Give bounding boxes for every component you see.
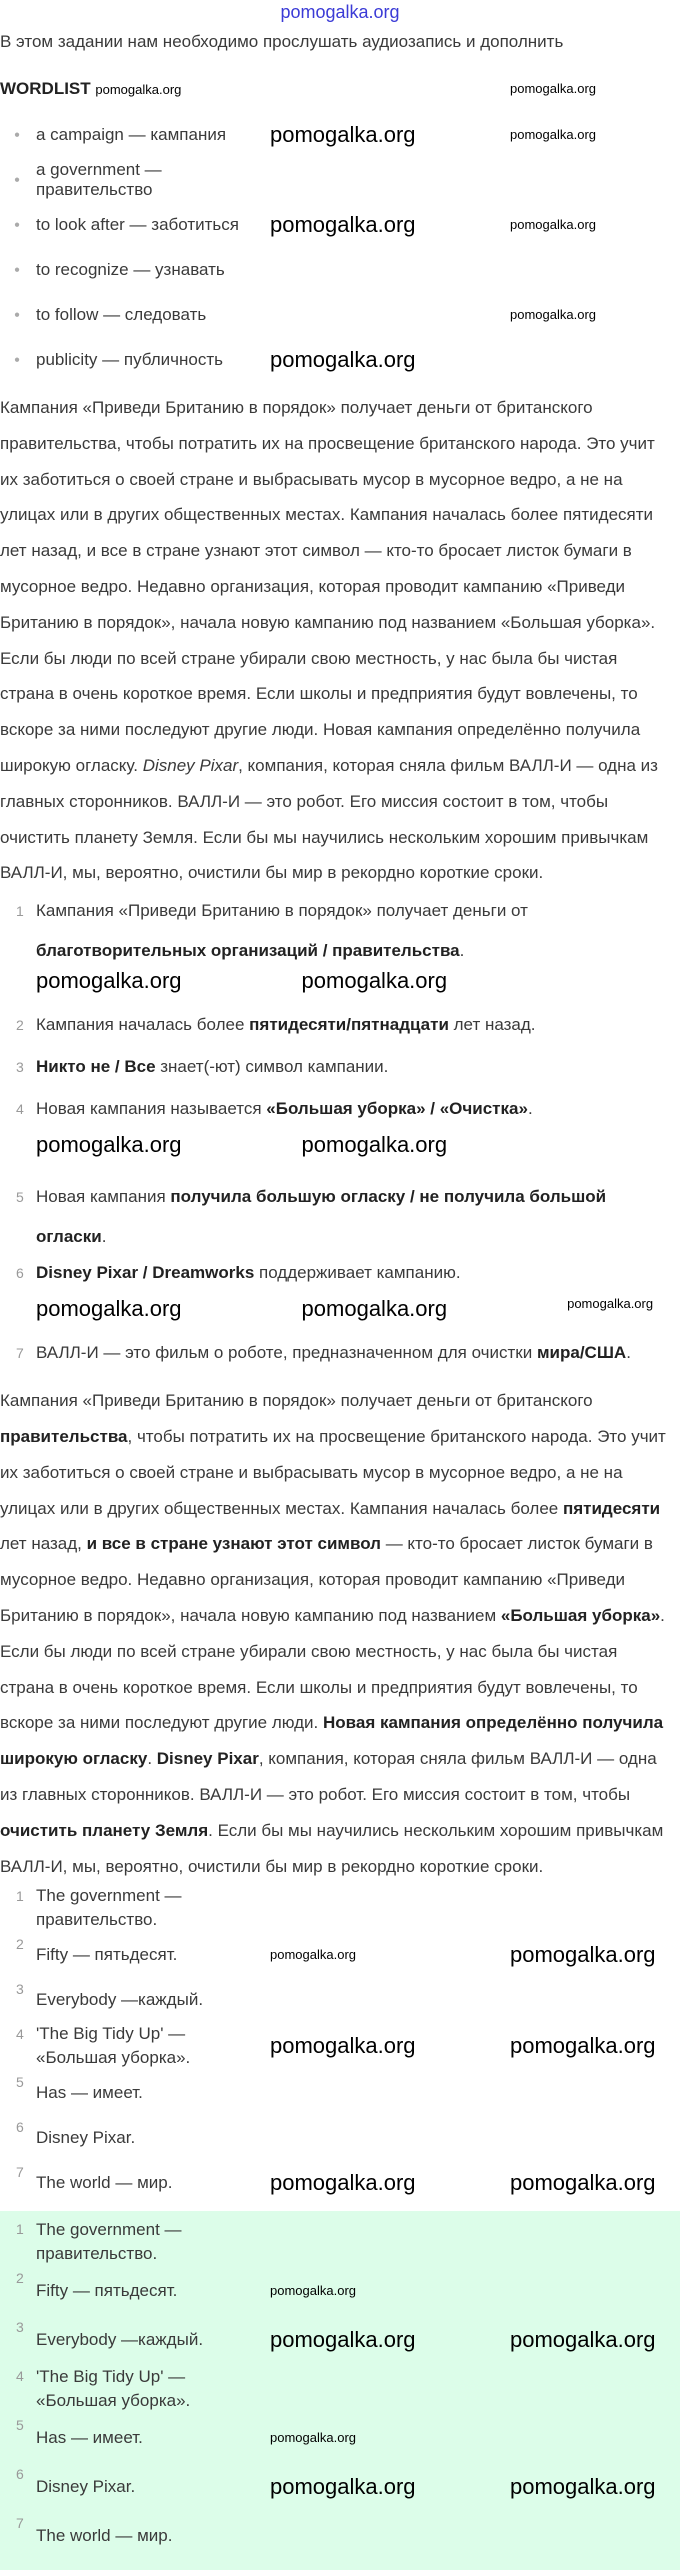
watermark: pomogalka.org [510,216,596,232]
watermark-row [0,1295,676,1323]
word-entry: publicity — публичность [36,349,223,369]
watermark: pomogalka.org [36,1132,182,1158]
answer-row [36,2315,676,2364]
list-row [36,157,680,202]
item-number: 1 [16,2221,24,2238]
watermark: pomogalka.org [301,1296,448,1322]
highlight: «Большая уборка» [500,1605,661,1625]
t: Кампания «Приведи Британию в порядок» получает деньги от британского [0,1391,593,1411]
watermark: pomogalka.org [510,126,596,142]
item-number: 6 [16,1265,24,1282]
bullet-icon: ● [14,264,21,275]
watermark: pomogalka.org [301,968,448,994]
answer-text: The world — мир. [36,2172,173,2192]
question-text: Кампания началась более [36,1015,250,1035]
answer-row [36,1977,676,2022]
answer-text: Fifty — пятьдесят. [36,2280,178,2300]
transcript-italic: Disney Pixar [142,755,239,775]
watermark-row [0,967,676,995]
question-text: Новая кампания называется [36,1099,267,1119]
wordlist [0,112,680,382]
question-item [0,1177,676,1257]
bullet-icon: ● [14,309,21,320]
list-row [36,292,680,337]
item-number: 4 [16,2026,24,2043]
item-number: 7 [16,2164,24,2181]
list-row [36,247,680,292]
question-text: ВАЛЛ-И — это фильм о роботе, предназначенном для очистки [36,1343,537,1363]
t: лет назад, [0,1534,87,1554]
t: — кто-то бросает листок бумаги в мусорное ведро. Недавно организация, которая проводит кампанию «Приведи Британию в порядок», начала новую кампанию под названием [0,1534,653,1625]
answer-text: 'The Big Tidy Up' — «Большая уборка». [36,2366,191,2410]
answer-row [36,1884,676,1932]
watermark: pomogalka.org [270,2169,416,2195]
item-number: 2 [16,1017,24,1034]
answer-row [36,2160,676,2205]
watermark: pomogalka.org [301,1132,448,1158]
list-row [36,202,680,247]
list-item [0,337,680,382]
item-number: 3 [16,2319,24,2336]
item-number: 6 [16,2119,24,2136]
answer-item [0,2364,676,2413]
question-options: Никто не / Все [36,1057,156,1077]
list-row [36,112,680,157]
answer-item [0,2115,676,2160]
answer-row [36,2462,676,2511]
watermark: pomogalka.org [270,2429,356,2445]
answer-row [36,1932,676,1977]
questions-list [0,891,676,1365]
watermark: pomogalka.org [270,1946,356,1962]
watermark-row [0,1131,676,1159]
answer-row [36,2364,676,2413]
answer-text: Everybody —каждый. [36,2329,204,2349]
answer-item [0,2462,676,2511]
transcript-text-end: , компания, которая сняла фильм ВАЛЛ-И — одна из главных сторонников. ВАЛЛ-И — это робот. Его миссия состоит в том, чтобы очистить планету Земля. Если бы мы научились нескольким хорошим привычкам ВАЛЛ-И, мы, вероятно, очистили бы мир в рекордно короткие сроки. [0,755,658,883]
item-number: 3 [16,1981,24,1998]
word-entry: a campaign — кампания [36,124,227,144]
question-text-end: . [626,1343,631,1363]
question-options: мира/США [536,1343,627,1363]
answer-item [0,2070,676,2115]
answer-item [0,2315,676,2364]
watermark: pomogalka.org [510,2033,656,2059]
list-item [0,292,680,337]
item-number: 2 [16,2270,24,2287]
answer-item [0,1977,676,2022]
question-text-end: . [101,1227,107,1247]
highlight: Disney Pixar [156,1749,259,1769]
item-number: 7 [16,1345,24,1362]
question-item [0,1055,676,1079]
site-logo[interactable]: pomogalka.org [280,2,400,22]
question-options: пятидесяти/пятнадцати [249,1015,449,1035]
watermark: pomogalka.org [36,968,182,994]
answer-text: The government — правительство. [36,1886,182,1930]
highlight: пятидесяти [562,1498,661,1518]
watermark: pomogalka.org [270,2033,416,2059]
answer-transcript [0,1383,676,1884]
bullet-icon: ● [14,354,21,365]
highlight: правительства [0,1426,128,1446]
wordlist-header-row [0,76,680,102]
answer-row [36,2022,676,2070]
item-number: 6 [16,2466,24,2483]
answers-list-highlighted [0,2217,676,2560]
answer-item [0,2217,676,2266]
watermark: pomogalka.org [510,1941,656,1967]
watermark: pomogalka.org [270,121,416,147]
t: . Если бы мы научились нескольким хорошим привычкам ВАЛЛ-И, мы, вероятно, очистили бы мир в рекордно короткие сроки. [0,1820,664,1876]
watermark: pomogalka.org [510,306,596,322]
word-entry: a government — правительство [36,159,162,199]
answer-text: Has — имеет. [36,2427,143,2447]
answer-text: Fifty — пятьдесят. [36,1944,178,1964]
t: . [147,1749,157,1769]
transcript-text: Кампания «Приведи Британию в порядок» получает деньги от британского правительства, чтобы потратить их на просвещение британского народа. Это учит их заботиться о своей стране и выбрасывать мусор в мусорное ведро, а не на улицах или в других общественных местах. Кампания началась более пятидесяти лет назад, и все в стране узнают этот символ — кто-то бросает листок бумаги в мусорное ведро. Недавно организация, которая проводит кампанию «Приведи Британию в порядок», начала новую кампанию под названием «Большая уборка». Если бы люди по всей стране убирали свою местность, у нас была бы чистая страна в очень короткое время. Если школы и предприятия будут вовлечены, то вскоре за ними последуют другие люди. Новая кампания определённо получила широкую огласку. [0,398,656,775]
question-options: получила большую огласку / не получила большой огласки [36,1187,607,1247]
watermark: pomogalka.org [36,1296,182,1322]
question-options: благотворительных организаций / правительства [36,941,460,961]
item-number: 5 [16,2417,24,2434]
answer-item [0,2413,676,2462]
answer-row [36,2266,676,2315]
watermark: pomogalka.org [510,2473,656,2499]
audio-transcript [0,390,676,891]
item-number: 7 [16,2515,24,2532]
t: . Если бы люди по всей стране убирали свою местность, у нас была бы чистая страна в очень короткое время. Если школы и предприятия будут вовлечены, то вскоре за ними последуют другие люди. [0,1605,665,1733]
bullet-icon: ● [14,219,21,230]
item-number: 4 [16,1101,24,1118]
question-text-end: . [459,941,465,961]
answer-row [36,2217,676,2266]
watermark: pomogalka.org [270,2282,356,2298]
list-item [0,202,680,247]
highlight: очистить планету Земля [0,1820,209,1840]
t: , компания, которая сняла фильм ВАЛЛ-И — одна из главных сторонников. ВАЛЛ-И — это робот. Его миссия состоит в том, чтобы [0,1749,657,1804]
answer-row [36,2511,676,2560]
watermark: pomogalka.org [510,2326,656,2352]
question-text-end: поддерживает кампанию. [254,1263,461,1283]
watermark: pomogalka.org [270,2473,416,2499]
question-item [0,891,676,971]
answer-highlight-box [0,2211,680,2570]
highlight: и все в стране узнают этот символ [86,1534,381,1554]
question-item [0,1097,676,1121]
question-item [0,1013,676,1037]
watermark: pomogalka.org [95,82,182,97]
highlight: Новая кампания определённо получила широкую огласку [0,1713,664,1769]
word-entry: to recognize — узнавать [36,259,225,279]
question-item [0,1341,676,1365]
answer-text: Everybody —каждый. [36,1989,204,2009]
question-text: Новая кампания [36,1187,171,1207]
question-text-end: знает(-ют) символ кампании. [155,1057,389,1077]
question-text-end: лет назад. [448,1015,536,1035]
list-item [0,247,680,292]
watermark: pomogalka.org [270,346,416,372]
answer-item [0,1884,676,1932]
answer-item [0,2511,676,2560]
watermark: pomogalka.org [270,211,416,237]
item-number: 1 [16,903,24,920]
watermark: pomogalka.org [567,1296,654,1312]
answer-text: Disney Pixar. [36,2476,136,2496]
answer-row [36,2070,676,2115]
question-text: Кампания «Приведи Британию в порядок» получает деньги от [36,901,528,921]
watermark: pomogalka.org [510,81,596,96]
item-number: 4 [16,2368,24,2385]
answer-row [36,2115,676,2160]
answer-text: 'The Big Tidy Up' — «Большая уборка». [36,2024,191,2068]
answer-item [0,1932,676,1977]
intro-text: В этом задании нам необходимо прослушать аудиозапись и дополнить [0,32,564,51]
list-item [0,112,680,157]
word-entry: to look after — заботиться [36,214,239,234]
bullet-icon: ● [14,174,21,185]
item-number: 5 [16,2074,24,2091]
watermark: pomogalka.org [510,2169,656,2195]
item-number: 1 [16,1888,24,1905]
watermark: pomogalka.org [270,2326,416,2352]
answer-item [0,2266,676,2315]
list-item [0,157,680,202]
question-text-end: . [527,1099,533,1119]
answer-item [0,2160,676,2205]
answer-item [0,2022,676,2070]
item-number: 3 [16,1059,24,1076]
question-item [0,1261,676,1285]
list-row [36,337,680,382]
item-number: 2 [16,1936,24,1953]
answer-text: The government — правительство. [36,2219,182,2263]
answer-text: The world — мир. [36,2525,173,2545]
word-entry: to follow — следовать [36,304,207,324]
answer-row [36,2413,676,2462]
question-options: «Большая уборка» / «Очистка» [266,1099,528,1119]
item-number: 5 [16,1189,24,1206]
t: , чтобы потратить их на просвещение британского народа. Это учит их заботиться о своей стране и выбрасывать мусор в мусорное ведро, а не на улицах или в других общественных местах. Кампания началась более [0,1426,666,1518]
answer-text: Has — имеет. [36,2082,143,2102]
bullet-icon: ● [14,129,21,140]
wordlist-heading-wrap [0,79,270,99]
answers-list [0,1884,676,2205]
question-options: Disney Pixar / Dreamworks [36,1263,255,1283]
wordlist-heading: WORDLIST [0,79,91,98]
answer-text: Disney Pixar. [36,2127,136,2147]
